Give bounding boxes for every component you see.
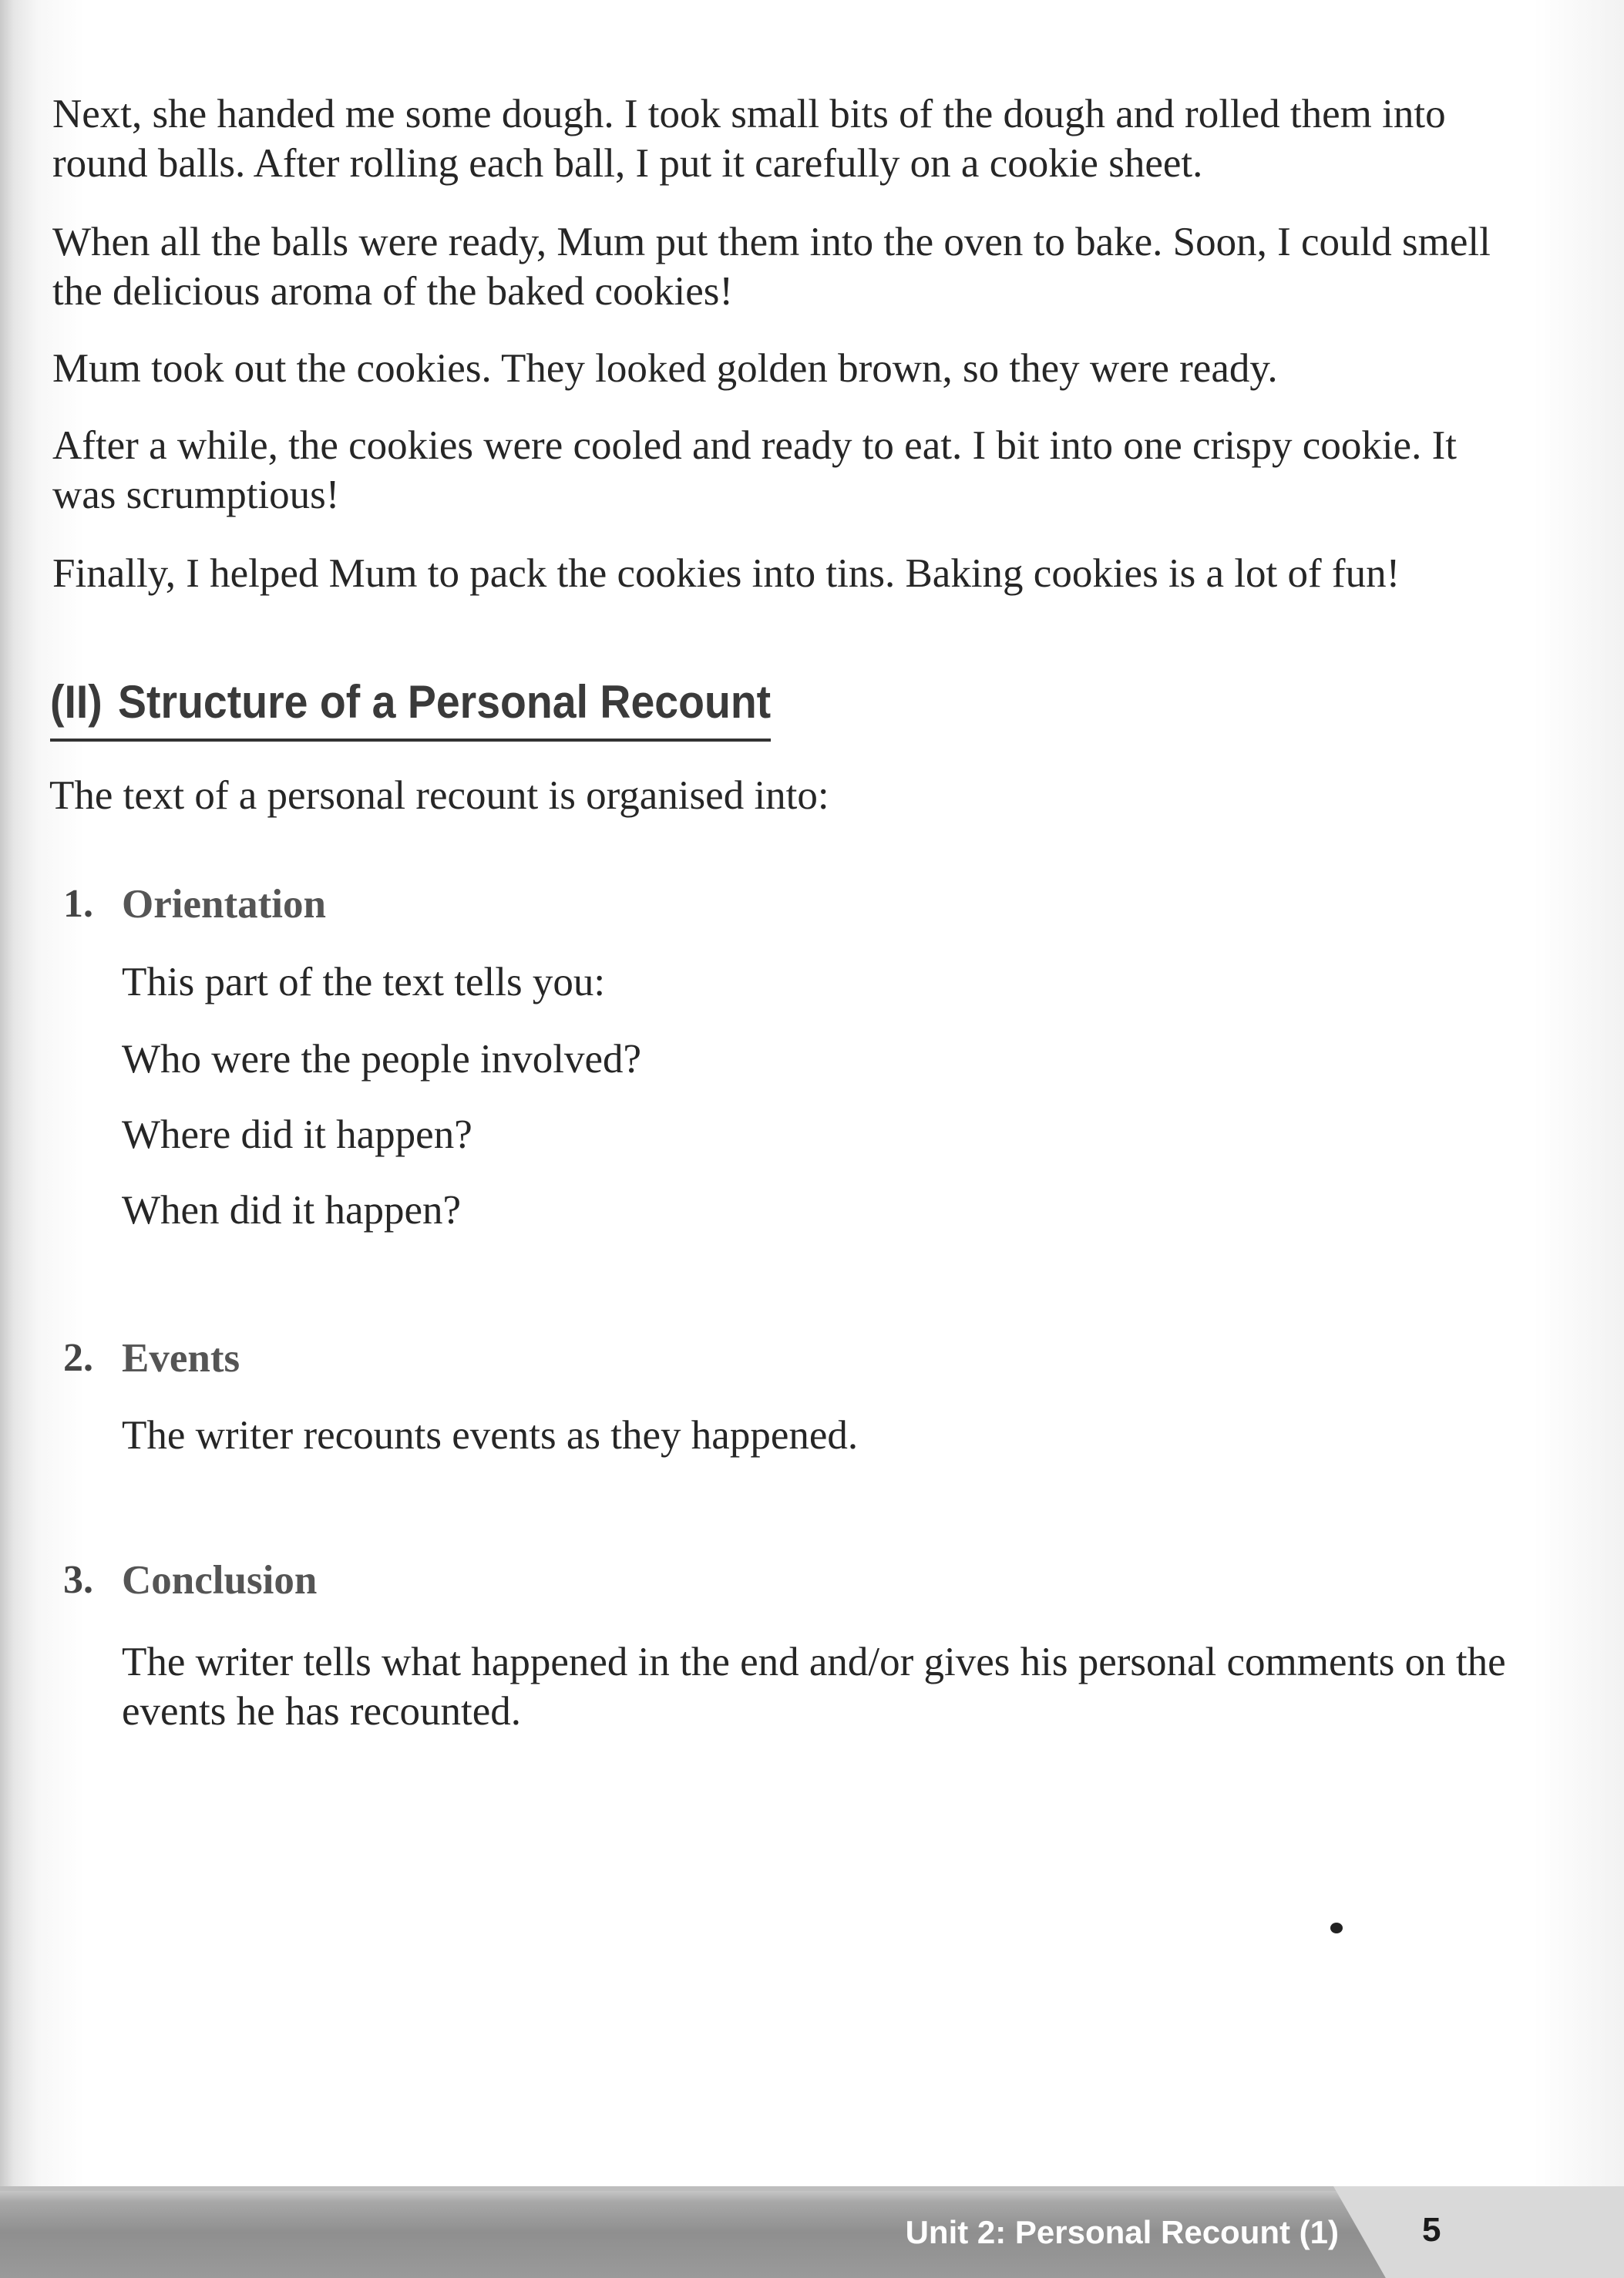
ink-speck — [1330, 1923, 1343, 1933]
body-paragraph: After a while, the cookies were cooled and ready to eat. I bit into one crispy cookie. It was scrumptious! — [52, 423, 1457, 517]
item-line: This part of the text tells you: — [122, 960, 606, 1004]
item-line: Who were the people involved? — [122, 1037, 642, 1082]
item-line: Where did it happen? — [122, 1112, 472, 1157]
item-line: The writer recounts events as they happened. — [122, 1413, 859, 1458]
footer-unit-label: Unit 2: Personal Recount (1) — [905, 2214, 1339, 2250]
body-paragraph: Next, she handed me some dough. I took small bits of the dough and rolled them into round balls. After rolling each ball, I put it carefully on a cookie sheet. — [52, 92, 1446, 186]
body-paragraph: Mum took out the cookies. They looked golden brown, so they were ready. — [52, 346, 1278, 391]
item-title-orientation: Orientation — [122, 882, 326, 927]
item-number: 1. — [63, 882, 93, 926]
item-number: 2. — [63, 1336, 93, 1380]
body-paragraph: When all the balls were ready, Mum put them into the oven to bake. Soon, I could smell the delicious aroma of the baked cookies! — [52, 220, 1491, 314]
section-intro: The text of a personal recount is organised into: — [49, 773, 829, 818]
item-line: The writer tells what happened in the end and/or gives his personal comments on the events he has recounted. — [122, 1640, 1506, 1734]
page-number: 5 — [1422, 2211, 1441, 2249]
body-paragraph: Finally, I helped Mum to pack the cookies into tins. Baking cookies is a lot of fun! — [52, 551, 1400, 596]
item-title-events: Events — [122, 1336, 240, 1381]
section-number: (II) — [50, 676, 103, 728]
section-title: Structure of a Personal Recount — [118, 676, 772, 728]
item-line: When did it happen? — [122, 1188, 462, 1233]
item-number: 3. — [63, 1558, 93, 1602]
item-title-conclusion: Conclusion — [122, 1558, 318, 1603]
section-heading — [50, 675, 771, 742]
